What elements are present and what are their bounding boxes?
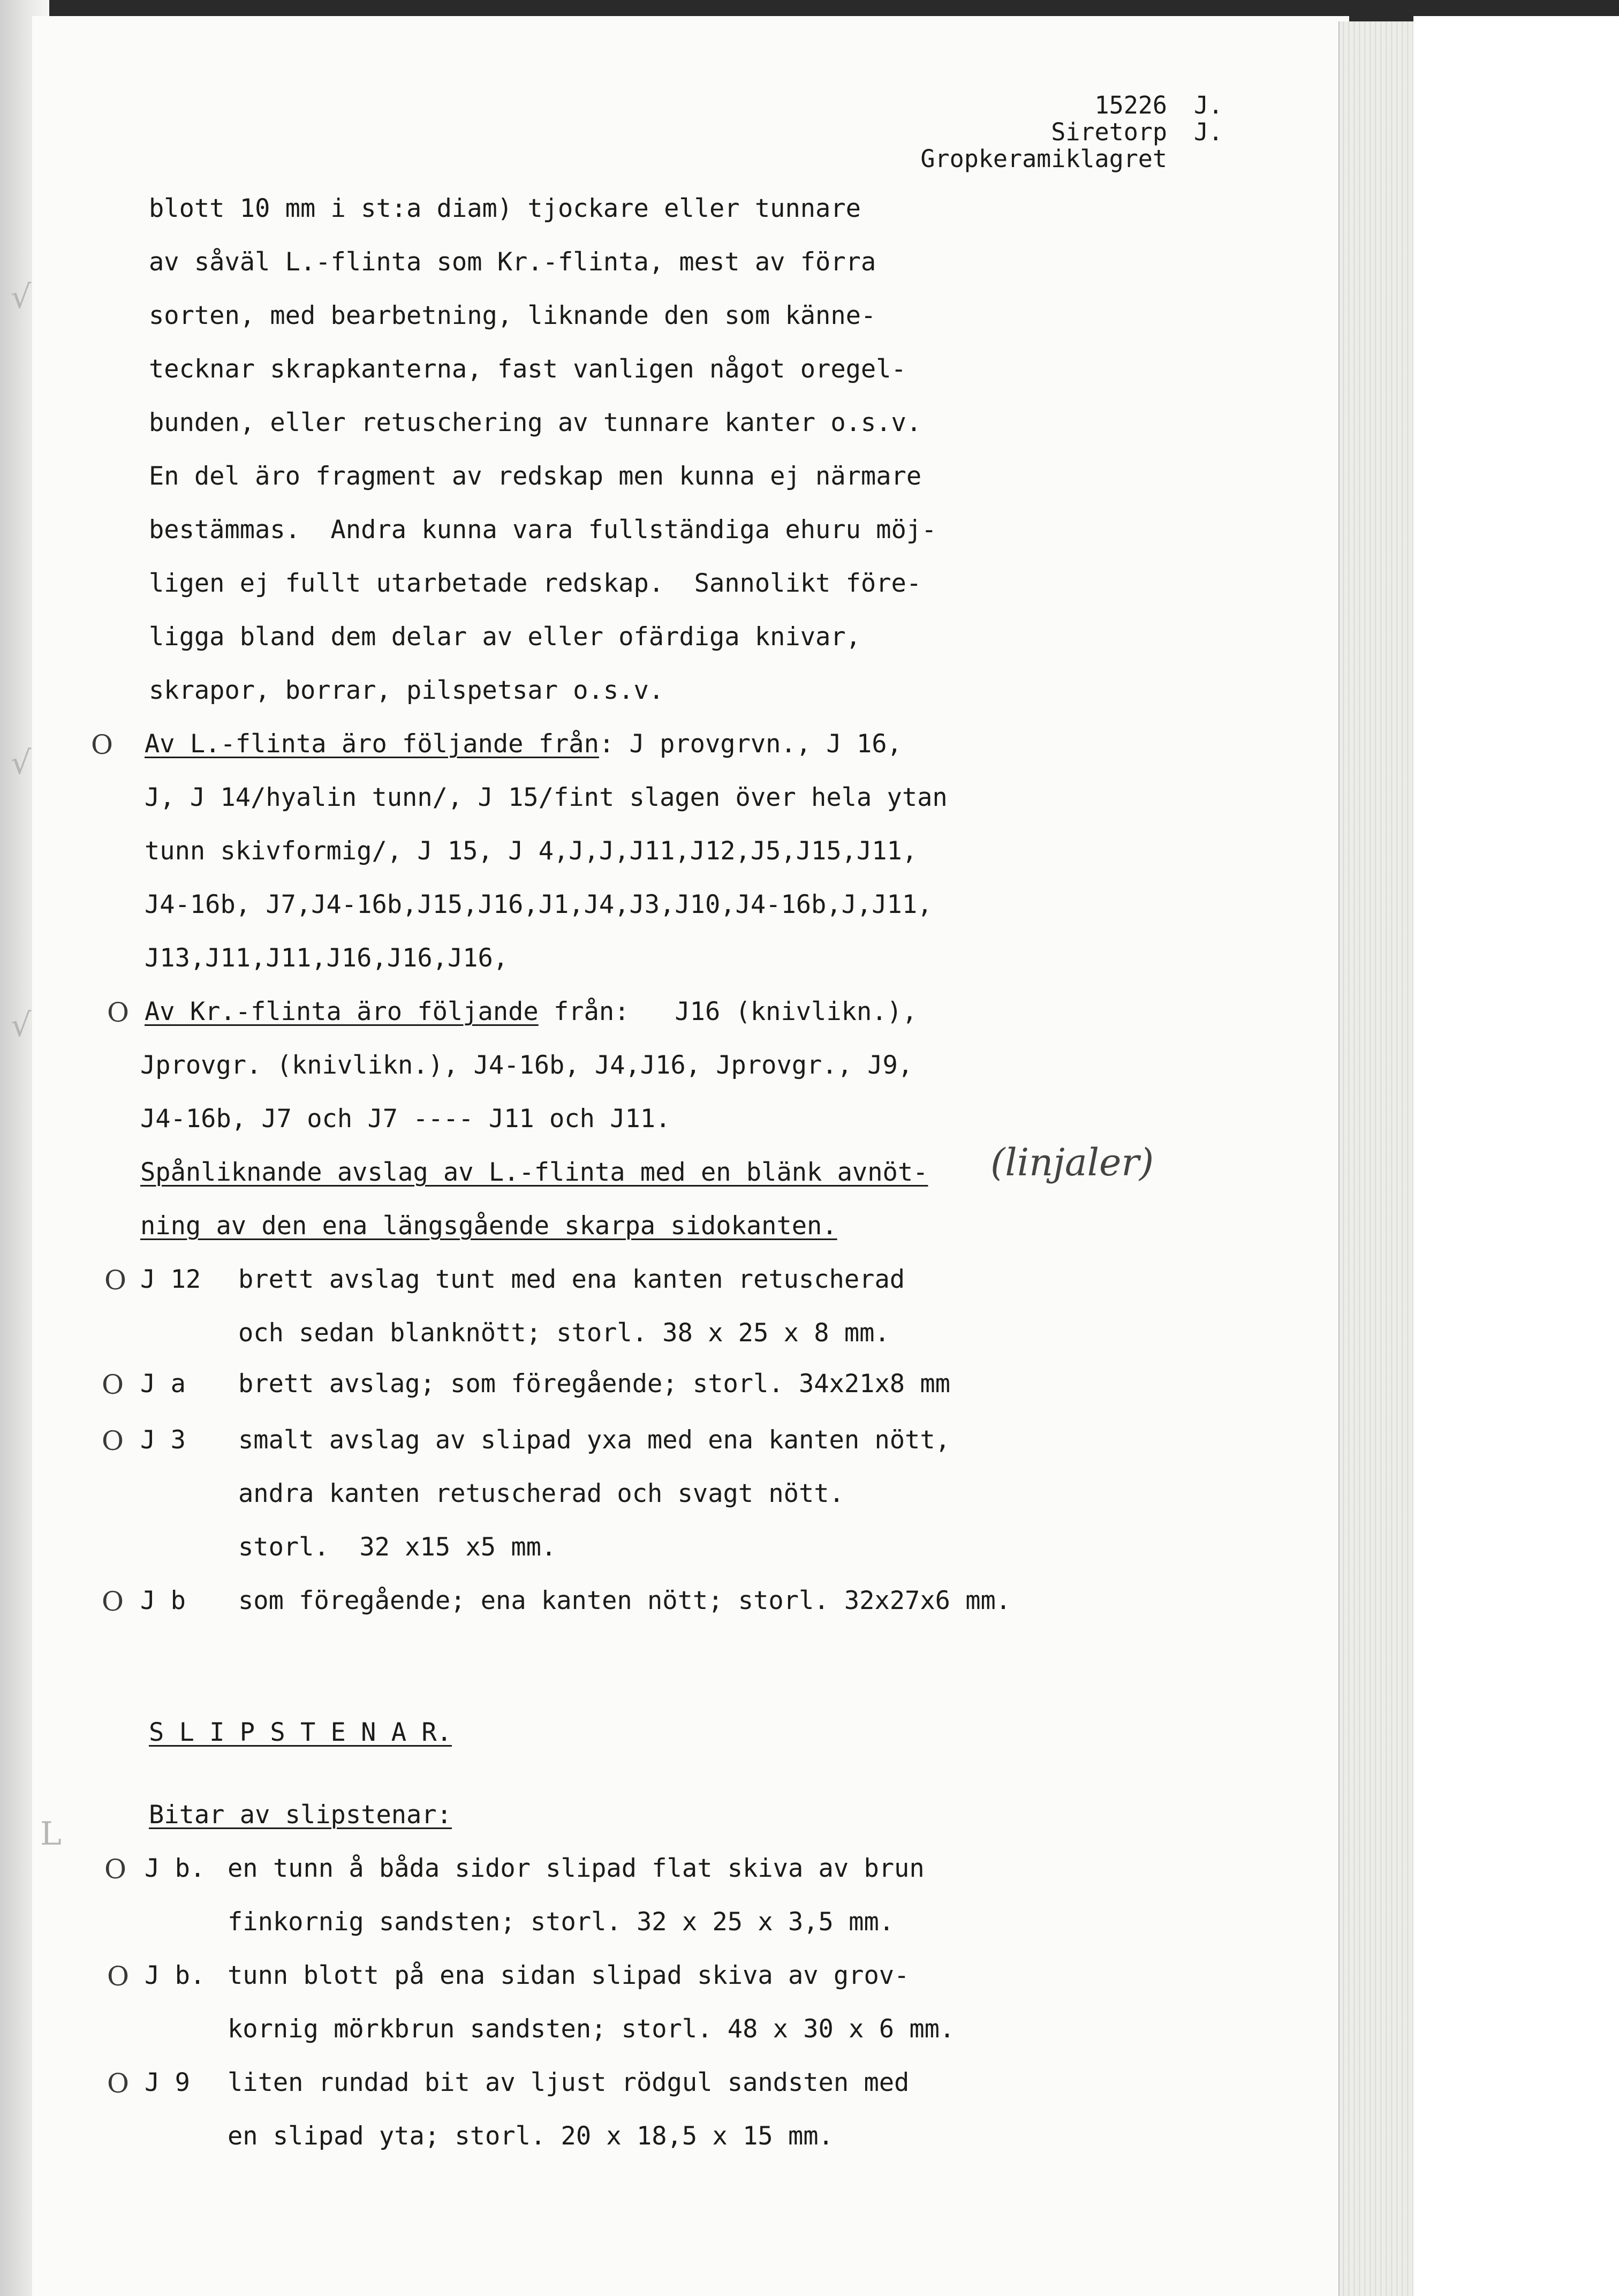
text-line: blott 10 mm i st:a diam) tjockare eller tunnare	[149, 194, 861, 223]
circle-mark: O	[91, 729, 113, 760]
item-code: J 12	[140, 1265, 201, 1294]
pencil-tick: √	[11, 1007, 32, 1044]
item-text: brett avslag; som föregående; storl. 34x21x8 mm	[238, 1369, 950, 1399]
item-code: J a	[140, 1369, 186, 1399]
spanliknande-heading: Spånliknande avslag av L.-flinta med en blänk avnöt-	[140, 1158, 928, 1187]
item-text: finkornig sandsten; storl. 32 x 25 x 3,5 mm.	[228, 1907, 895, 1937]
item-code: J b.	[145, 1854, 206, 1883]
item-text: liten rundad bit av ljust rödgul sandsten med	[228, 2068, 910, 2097]
item-text: smalt avslag av slipad yxa med ena kanten nött,	[238, 1425, 950, 1455]
circle-mark: O	[104, 1854, 126, 1885]
lflinta-line: Av L.-flinta äro följande från: J provgrvn., J 16,	[145, 729, 902, 759]
item-code: J b.	[145, 1961, 206, 1990]
text-line: En del äro fragment av redskap men kunna ej närmare	[149, 462, 922, 491]
text-line: bestämmas. Andra kunna vara fullständiga ehuru möj-	[149, 515, 937, 545]
item-text: en tunn å båda sidor slipad flat skiva av brun	[228, 1854, 925, 1883]
text-line: J4-16b, J7 och J7 ---- J11 och J11.	[140, 1104, 671, 1134]
circle-mark: O	[104, 1265, 126, 1296]
item-code: J 9	[145, 2068, 190, 2097]
item-text: en slipad yta; storl. 20 x 18,5 x 15 mm.	[228, 2121, 834, 2151]
text-line: ligen ej fullt utarbetade redskap. Sannolikt före-	[149, 569, 922, 598]
text-line: Jprovgr. (knivlikn.), J4-16b, J4,J16, Jprovgr., J9,	[140, 1051, 913, 1080]
item-text: storl. 32 x15 x5 mm.	[238, 1532, 557, 1562]
text-line: bunden, eller retuschering av tunnare kanter o.s.v.	[149, 408, 922, 437]
book-page-stack	[1338, 21, 1414, 2296]
text-line: tecknar skrapkanterna, fast vanligen något oregel-	[149, 354, 906, 384]
header-number: 15226	[1094, 91, 1167, 119]
text-line: av såväl L.-flinta som Kr.-flinta, mest av förra	[149, 247, 876, 277]
item-text: brett avslag tunt med ena kanten retuscherad	[238, 1265, 905, 1294]
item-text: andra kanten retuscherad och svagt nött.	[238, 1479, 844, 1508]
text-line: ligga bland dem delar av eller ofärdiga knivar,	[149, 622, 861, 652]
item-text: tunn blott på ena sidan slipad skiva av grov-	[228, 1961, 910, 1990]
header-letter: J.	[1194, 91, 1223, 119]
text-line: J4-16b, J7,J4-16b,J15,J16,J1,J4,J3,J10,J4-16b,J,J11,	[145, 890, 933, 919]
item-code: J 3	[140, 1425, 186, 1455]
header-category: Gropkeramiklagret	[920, 145, 1167, 173]
pencil-tick: √	[11, 278, 32, 316]
lflinta-heading: Av L.-flinta äro följande från	[145, 729, 599, 759]
circle-mark: O	[107, 997, 129, 1028]
subheading: Bitar av slipstenar:	[149, 1800, 452, 1830]
item-text: och sedan blanknött; storl. 38 x 25 x 8 mm.	[238, 1318, 890, 1348]
header-place: Siretorp	[1051, 118, 1167, 146]
circle-mark: O	[102, 1369, 124, 1400]
circle-mark: O	[107, 1961, 129, 1992]
spanliknande-heading: ning av den ena längsgående skarpa sidokanten.	[140, 1211, 837, 1241]
section-title: S L I P S T E N A R.	[149, 1718, 452, 1747]
circle-mark: O	[107, 2068, 129, 2099]
text-line: sorten, med bearbetning, liknande den som känne-	[149, 301, 876, 330]
header-letter: J.	[1194, 118, 1223, 146]
item-code: J b	[140, 1586, 186, 1615]
text-line: J13,J11,J11,J16,J16,J16,	[145, 943, 509, 973]
text-line: tunn skivformig/, J 15, J 4,J,J,J11,J12,J5,J15,J11,	[145, 836, 918, 866]
item-text: kornig mörkbrun sandsten; storl. 48 x 30 x 6 mm.	[228, 2014, 955, 2044]
krflinta-line: Av Kr.-flinta äro följande från: J16 (knivlikn.),	[145, 997, 918, 1026]
text-line: J, J 14/hyalin tunn/, J 15/fint slagen över hela ytan	[145, 783, 948, 812]
handwritten-note: (linjaler)	[990, 1141, 1154, 1184]
krflinta-heading: Av Kr.-flinta äro följande	[145, 997, 539, 1026]
pencil-tick: √	[11, 744, 32, 782]
background-right	[1413, 16, 1619, 2296]
text-line: skrapor, borrar, pilspetsar o.s.v.	[149, 676, 664, 705]
circle-mark: O	[102, 1586, 124, 1617]
circle-mark: O	[102, 1425, 124, 1456]
item-text: som föregående; ena kanten nött; storl. 32x27x6 mm.	[238, 1586, 1011, 1615]
pencil-tick: L	[40, 1815, 62, 1853]
